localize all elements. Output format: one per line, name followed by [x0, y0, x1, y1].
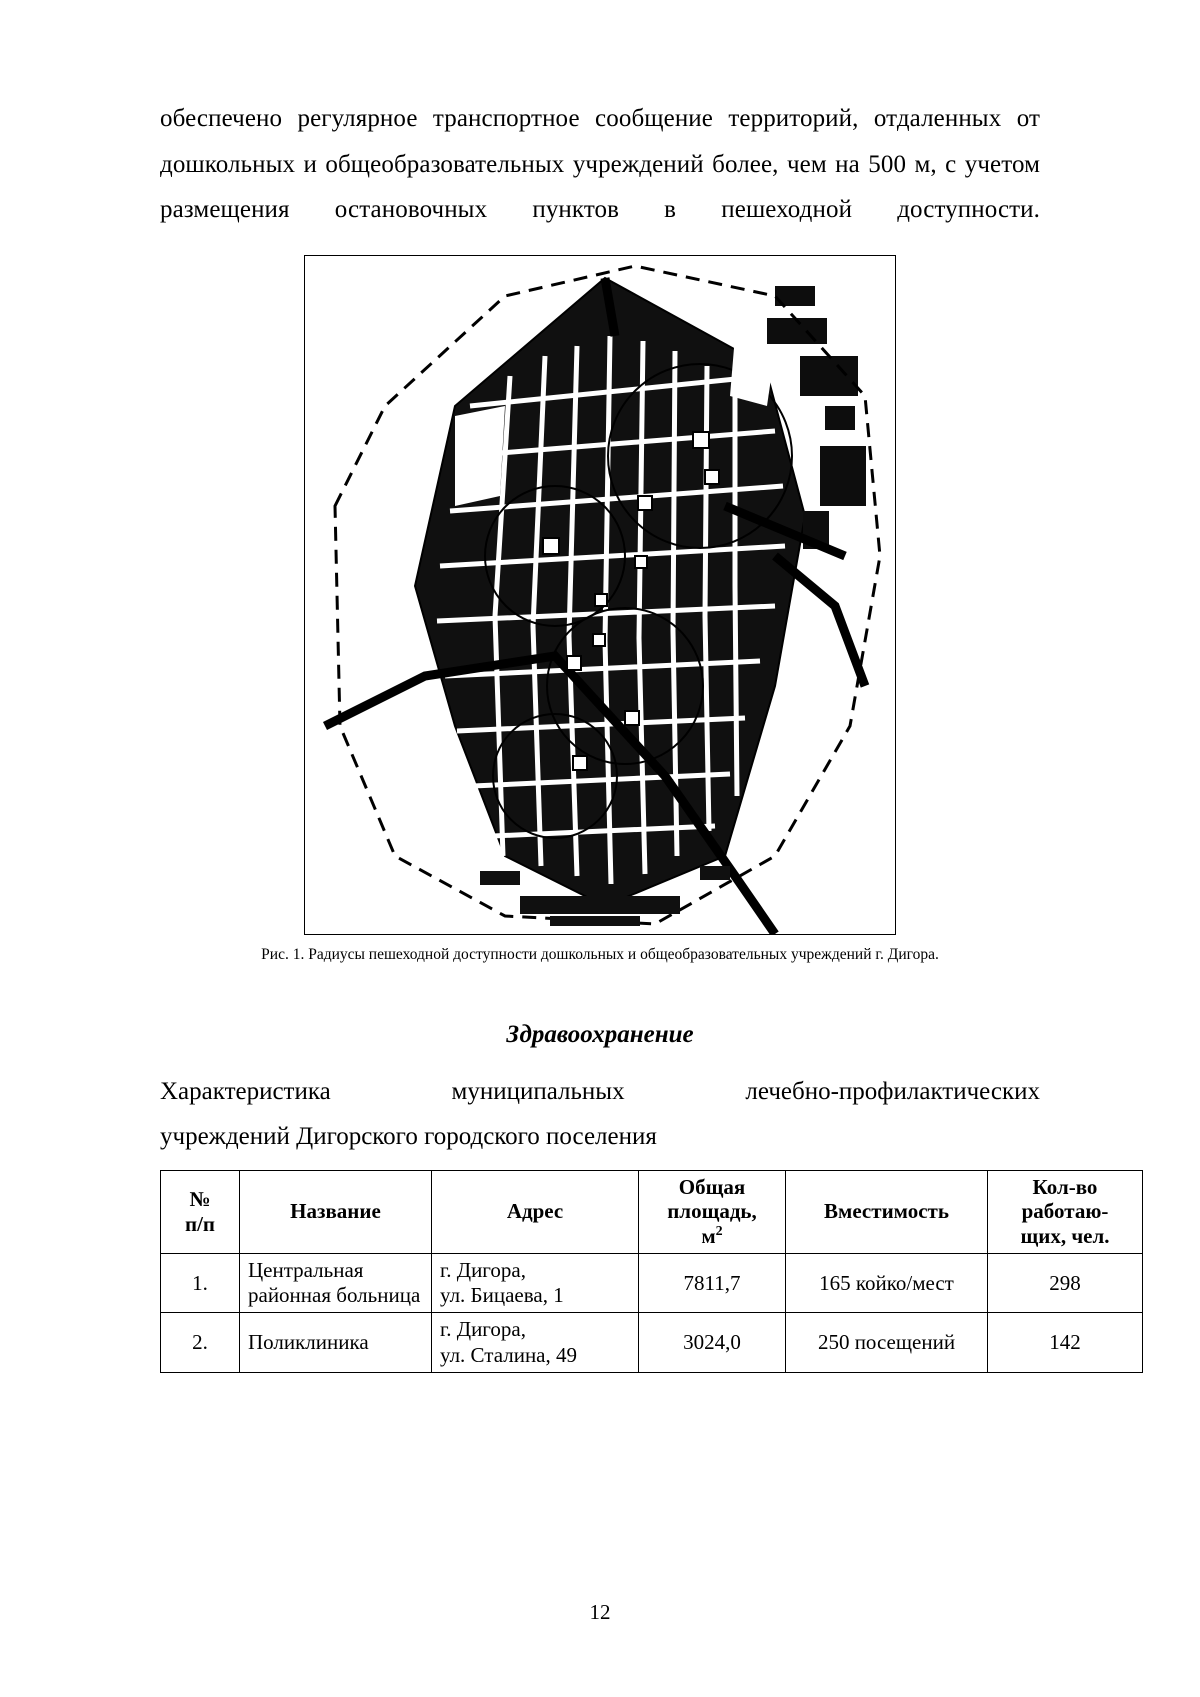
city-map-graphic	[305, 256, 895, 934]
header-area-line1: Общая	[678, 1174, 746, 1199]
cell-name: Поликлиника	[240, 1313, 432, 1372]
cell-number: 2.	[161, 1313, 240, 1372]
paragraph-intro: обеспечено регулярное транспортное сообщение территорий, отдаленных от дошкольных и общеобразовательных учреждений более, чем на 500 м, с учетом размещения остановочных пунктов в пешеходной доступности.	[160, 105, 1040, 223]
table-intro-line-2: учреждений Дигорского городского поселения	[160, 1123, 657, 1151]
table-body	[161, 1253, 1143, 1372]
cell-capacity: 165 койко/мест	[786, 1253, 988, 1312]
cell-address-line2: ул. Сталина, 49	[440, 1342, 578, 1367]
table-header-row	[161, 1170, 1143, 1253]
header-number-line1: №	[189, 1187, 211, 1212]
cell-address	[432, 1313, 639, 1372]
header-staff	[988, 1170, 1143, 1253]
section-heading-healthcare: Здравоохранение	[506, 1020, 694, 1048]
header-staff-line2: работаю-	[1021, 1199, 1109, 1224]
table-head	[161, 1170, 1143, 1253]
cell-address-line2: ул. Бицаева, 1	[440, 1283, 564, 1308]
cell-address-line1: г. Дигора,	[440, 1257, 526, 1282]
header-address: Адрес	[432, 1170, 639, 1253]
cell-number: 1.	[161, 1253, 240, 1312]
header-staff-line3: щих, чел.	[1020, 1224, 1110, 1249]
header-capacity: Вместимость	[786, 1170, 988, 1253]
table-intro-line-1: Характеристика муниципальных лечебно-профилактических	[160, 1077, 1040, 1105]
cell-staff: 298	[988, 1253, 1143, 1312]
cell-area: 3024,0	[639, 1313, 786, 1372]
header-number-line2: п/п	[184, 1211, 216, 1236]
header-area	[639, 1170, 786, 1253]
header-number	[161, 1170, 240, 1253]
cell-address-line1: г. Дигора,	[440, 1317, 526, 1342]
map-figure-image	[304, 255, 896, 935]
header-area-line2: площадь,	[667, 1199, 757, 1224]
cell-address	[432, 1253, 639, 1312]
figure-block	[160, 255, 1040, 965]
figure-caption: Рис. 1. Радиусы пешеходной доступности дошкольных и общеобразовательных учреждений г. Дигора.	[261, 945, 939, 963]
table-row	[161, 1253, 1143, 1312]
table-row	[161, 1313, 1143, 1372]
cell-name: Центральная районная больница	[240, 1253, 432, 1312]
cell-capacity: 250 посещений	[786, 1313, 988, 1372]
header-name: Название	[240, 1170, 432, 1253]
header-area-unit-sup: 2	[715, 1224, 723, 1240]
page-number: 12	[589, 1600, 611, 1624]
cell-staff: 142	[988, 1313, 1143, 1372]
cell-area: 7811,7	[639, 1253, 786, 1312]
healthcare-facilities-table	[160, 1170, 1143, 1373]
header-area-unit: $м^2$	[701, 1224, 723, 1249]
header-staff-line1: Кол-во	[1032, 1174, 1098, 1199]
